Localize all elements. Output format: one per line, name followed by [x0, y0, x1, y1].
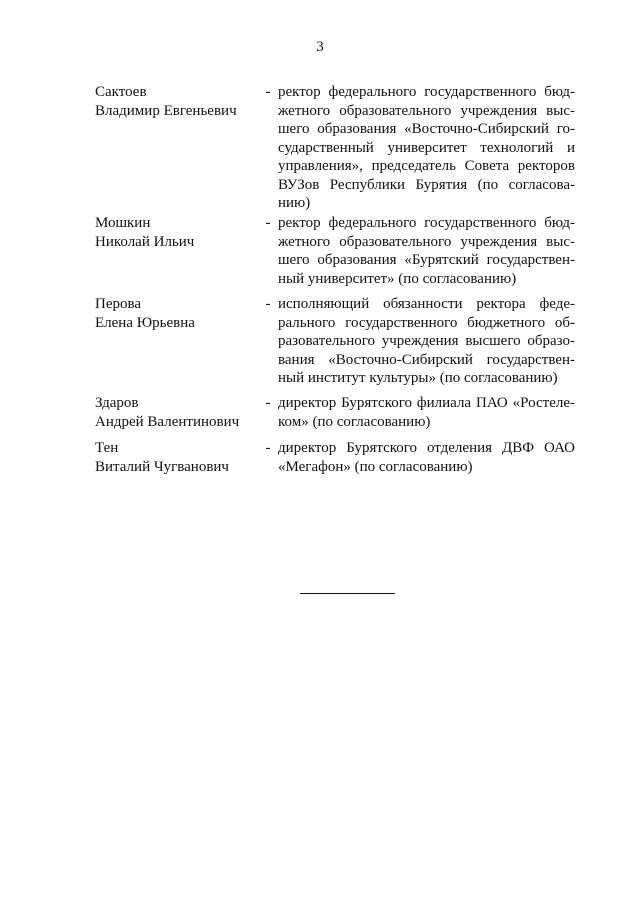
position-line: управления», председатель Совета ректоров: [278, 158, 575, 174]
member-name: [95, 394, 260, 431]
position-line: разовательного учреждения высшего образо-: [278, 333, 575, 349]
member-position: [278, 394, 575, 431]
position-line: «Мегафон» (по согласованию): [278, 458, 473, 475]
member-name: [95, 295, 260, 332]
member-surname: Сактоев: [95, 84, 147, 100]
page-number: 3: [316, 39, 324, 55]
member-surname: Перова: [95, 296, 142, 312]
position-line: директор Бурятского филиала ПАО «Ростеле-: [278, 395, 575, 411]
member-position: [278, 439, 575, 476]
position-line: директор Бурятского отделения ДВФ ОАО: [278, 440, 575, 456]
position-line: ректор федерального государственного бюд-: [278, 215, 575, 231]
closing-divider: [300, 593, 395, 594]
member-surname: Мошкин: [95, 215, 151, 231]
entry-dash: -: [265, 296, 271, 312]
position-line: ный институт культуры» (по согласованию): [278, 370, 558, 386]
member-name: [95, 83, 260, 120]
position-line: сударственный университет технологий и: [278, 139, 575, 156]
entry-dash: -: [265, 215, 271, 231]
member-given-names: Андрей Валентинович: [95, 413, 240, 430]
member-surname: Тен: [95, 440, 119, 456]
member-given-names: Елена Юрьевна: [95, 314, 195, 331]
member-given-names: Виталий Чугванович: [95, 458, 229, 475]
entry-dash: -: [265, 395, 271, 411]
position-line: вания «Восточно-Сибирский государствен-: [278, 351, 575, 368]
member-name: [95, 214, 260, 251]
entry-dash: -: [265, 84, 271, 100]
member-position: [278, 295, 575, 388]
position-line: шего образования «Восточно-Сибирский го-: [278, 121, 575, 137]
position-line: ВУЗов Республики Бурятия (по согласова-: [278, 176, 575, 193]
member-given-names: Николай Ильич: [95, 233, 195, 250]
member-position: [278, 214, 575, 288]
position-line: ректор федерального государственного бюд-: [278, 84, 575, 100]
member-name: [95, 439, 260, 476]
position-line: исполняющий обязанности ректора феде-: [278, 296, 575, 312]
position-line: шего образования «Бурятский государствен-: [278, 252, 575, 268]
position-line: рального государственного бюджетного об-: [278, 314, 575, 331]
position-line: жетного образовательного учреждения выс-: [278, 233, 575, 250]
position-line: нию): [278, 195, 311, 211]
position-line: жетного образовательного учреждения выс-: [278, 102, 575, 119]
member-position: [278, 83, 575, 213]
member-given-names: Владимир Евгеньевич: [95, 102, 237, 119]
position-line: ком» (по согласованию): [278, 413, 431, 430]
entry-dash: -: [265, 440, 271, 456]
member-surname: Здаров: [95, 395, 139, 411]
position-line: ный университет» (по согласованию): [278, 270, 517, 287]
